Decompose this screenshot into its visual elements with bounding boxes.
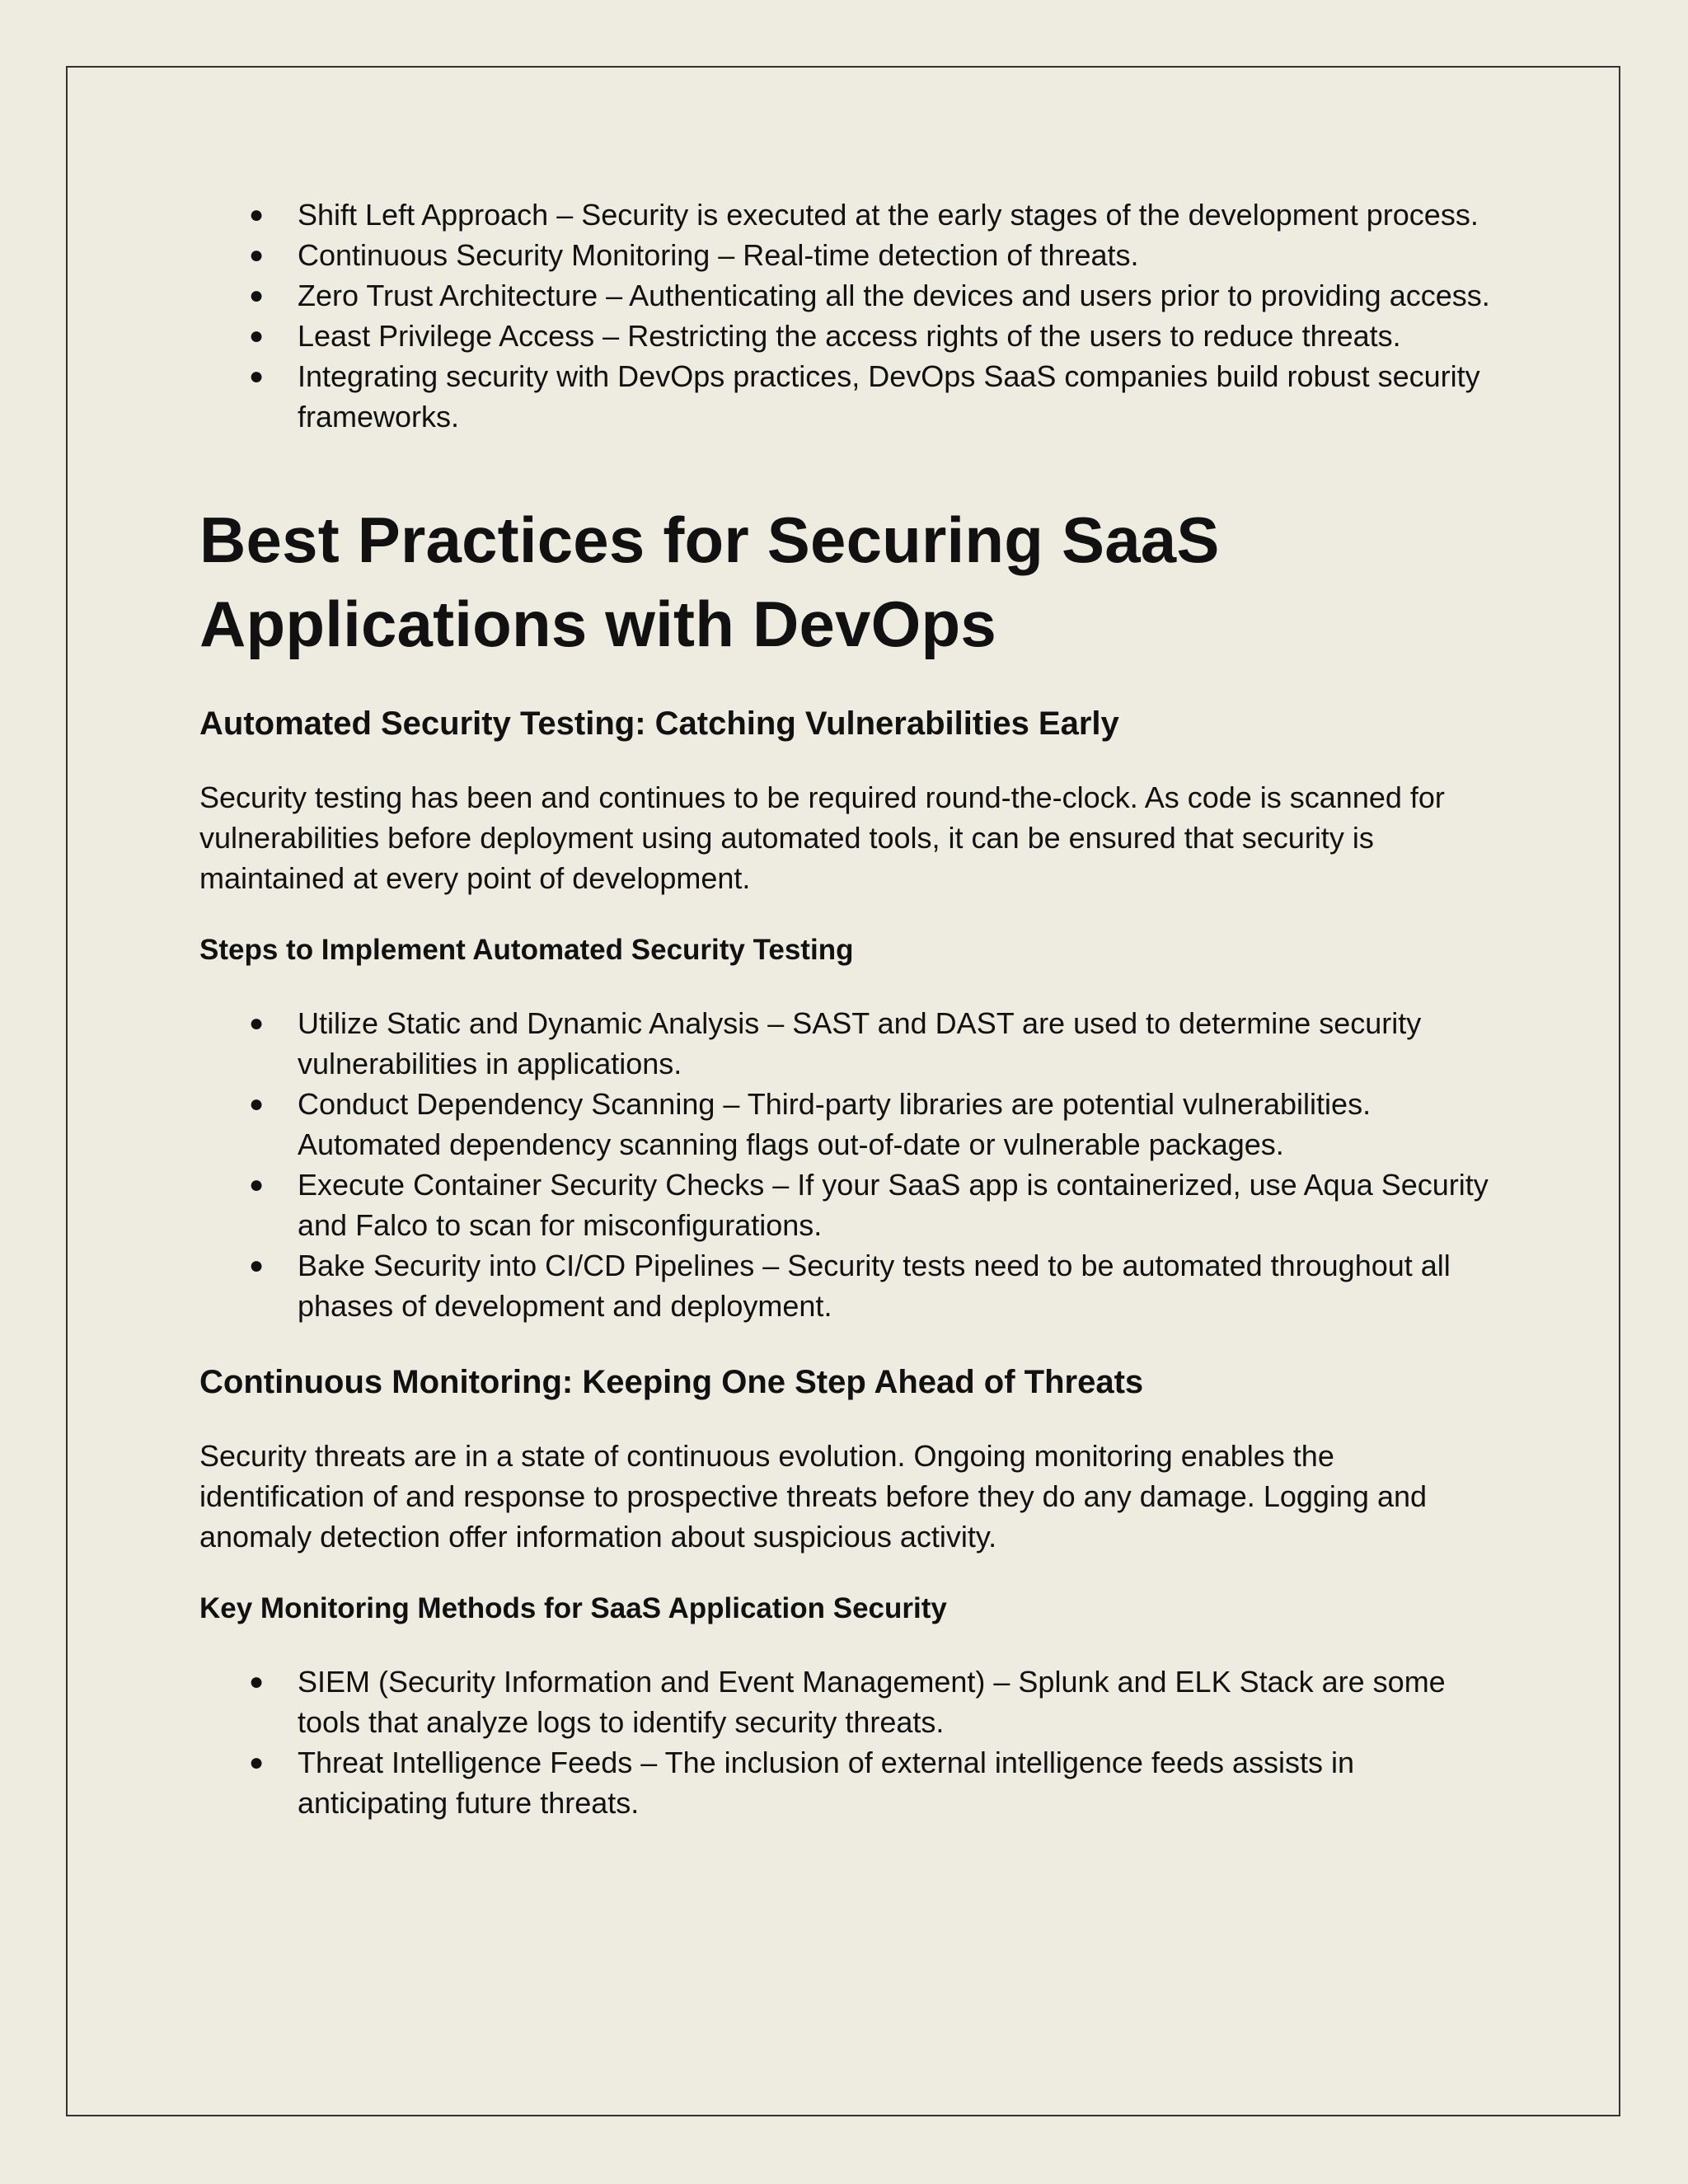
- bullet-icon: ●: [249, 241, 265, 269]
- testing-paragraph: Security testing has been and continues to be required round-the-clock. As code is scanned for vulnerabilities before deployment using automated tools, it can be ensured that security is maintained at every point of development.: [199, 780, 1445, 895]
- bullet-icon: ●: [249, 322, 265, 349]
- bullet-icon: ●: [249, 1668, 265, 1695]
- bullet-icon: ●: [249, 1090, 265, 1118]
- list-item-text: Least Privilege Access – Restricting the access rights of the users to reduce threats.: [298, 319, 1401, 353]
- list-item-text: Bake Security into CI/CD Pipelines – Security tests need to be automated throughout all phases of development and deployment.: [298, 1249, 1451, 1323]
- monitoring-paragraph: Security threats are in a state of continuous evolution. Ongoing monitoring enables the identification of and response to prospective threats before they do any damage. Logging and anomaly detection offer information about suspicious activity.: [199, 1439, 1428, 1554]
- list-item-text: Integrating security with DevOps practices, DevOps SaaS companies build robust security frameworks.: [298, 359, 1480, 434]
- bullet-icon: ●: [249, 1171, 265, 1198]
- monitoring-methods-list: [199, 1661, 1502, 1823]
- list-item: [199, 235, 1502, 275]
- list-item-text: Continuous Security Monitoring – Real-time detection of threats.: [298, 238, 1139, 272]
- list-item: [199, 1003, 1502, 1084]
- testing-steps-list: [199, 1003, 1502, 1326]
- main-heading: Best Practices for Securing SaaS Applications with DevOps: [199, 504, 1220, 660]
- list-item-text: Utilize Static and Dynamic Analysis – SAST and DAST are used to determine security vulnerabilities in applications.: [298, 1006, 1422, 1080]
- intro-bullet-list: [199, 194, 1502, 437]
- monitoring-heading: Continuous Monitoring: Keeping One Step Ahead of Threats: [199, 1364, 1144, 1400]
- testing-heading: Automated Security Testing: Catching Vulnerabilities Early: [199, 705, 1119, 742]
- document-content: [199, 194, 1502, 1823]
- list-item-text: Zero Trust Architecture – Authenticating all the devices and users prior to providing access.: [298, 279, 1490, 312]
- bullet-icon: ●: [249, 1010, 265, 1037]
- list-item: [199, 1742, 1502, 1823]
- list-item: [199, 275, 1502, 316]
- bullet-icon: ●: [249, 1749, 265, 1776]
- list-item-text: SIEM (Security Information and Event Management) – Splunk and ELK Stack are some tools that analyze logs to identify security threats.: [298, 1665, 1446, 1739]
- testing-steps-heading: Steps to Implement Automated Security Testing: [199, 934, 854, 966]
- list-item: [199, 1661, 1502, 1742]
- list-item-text: Shift Left Approach – Security is executed at the early stages of the development process.: [298, 198, 1479, 232]
- bullet-icon: ●: [249, 363, 265, 390]
- list-item-text: Conduct Dependency Scanning – Third-party libraries are potential vulnerabilities. Automated dependency scanning flags out-of-date or vulnerable packages.: [298, 1087, 1372, 1161]
- list-item: [199, 316, 1502, 356]
- list-item-text: Threat Intelligence Feeds – The inclusion of external intelligence feeds assists in anticipating future threats.: [298, 1746, 1355, 1820]
- list-item: [199, 194, 1502, 235]
- list-item: [199, 1165, 1502, 1245]
- list-item: [199, 1245, 1502, 1326]
- bullet-icon: ●: [249, 282, 265, 309]
- list-item: [199, 1084, 1502, 1165]
- monitoring-methods-heading: Key Monitoring Methods for SaaS Application Security: [199, 1592, 947, 1624]
- list-item: [199, 356, 1502, 437]
- bullet-icon: ●: [249, 1252, 265, 1279]
- list-item-text: Execute Container Security Checks – If your SaaS app is containerized, use Aqua Security and Falco to scan for misconfigurations.: [298, 1168, 1489, 1242]
- bullet-icon: ●: [249, 201, 265, 228]
